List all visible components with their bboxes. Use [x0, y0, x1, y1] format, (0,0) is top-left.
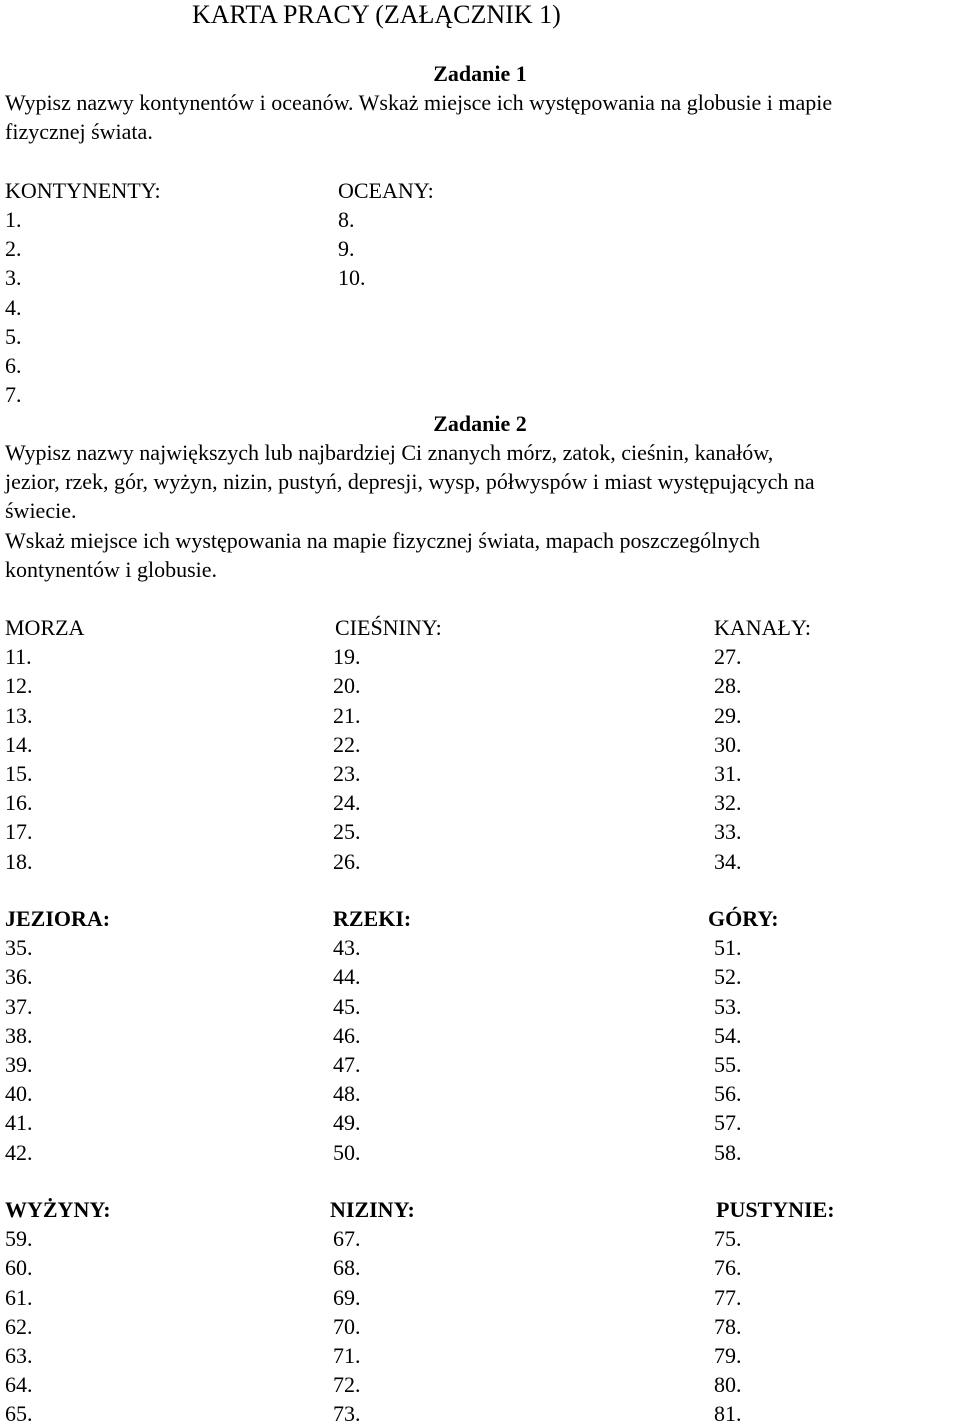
morza-header: MORZA [5, 615, 85, 640]
kanały-item: 27. [714, 644, 742, 670]
task-1-instruction-line: fizycznej świata. [5, 119, 153, 145]
kanały-header: KANAŁY: [714, 615, 811, 640]
pustynie-item: 77. [714, 1284, 742, 1310]
góry-item: 52. [714, 964, 742, 990]
wyżyny-item: 60. [5, 1255, 33, 1281]
pustynie-item: 75. [714, 1226, 742, 1252]
rzeki-item: 44. [333, 964, 361, 990]
kanały-item: 28. [714, 673, 742, 699]
góry-header: GÓRY: [708, 906, 779, 931]
morza-item: 11. [5, 644, 32, 670]
niziny-item: 71. [333, 1343, 361, 1368]
góry-item: 58. [714, 1139, 742, 1165]
rzeki-item: 46. [333, 1022, 361, 1048]
jeziora-item: 39. [5, 1052, 33, 1077]
pustynie-item: 80. [714, 1372, 742, 1398]
page-title: KARTA PRACY (ZAŁĄCZNIK 1) [192, 0, 561, 29]
rzeki-item: 50. [333, 1139, 361, 1165]
continent-item: 7. [5, 382, 22, 408]
góry-item: 55. [714, 1052, 742, 1077]
cieśniny-item: 25. [333, 819, 361, 845]
cieśniny-item: 23. [333, 761, 361, 786]
niziny-item: 73. [333, 1401, 361, 1427]
morza-item: 15. [5, 761, 33, 786]
wyżyny-item: 61. [5, 1284, 33, 1310]
rzeki-item: 45. [333, 993, 361, 1019]
pustynie-item: 78. [714, 1313, 742, 1339]
jeziora-item: 36. [5, 964, 33, 990]
niziny-item: 72. [333, 1372, 361, 1398]
jeziora-item: 40. [5, 1081, 33, 1107]
oceans-header: OCEANY: [338, 178, 434, 203]
rzeki-item: 43. [333, 935, 361, 961]
continent-item: 1. [5, 207, 22, 232]
task-2-heading: Zadanie 2 [433, 411, 527, 436]
morza-item: 18. [5, 848, 33, 874]
wyżyny-item: 64. [5, 1372, 33, 1398]
kanały-item: 32. [714, 790, 742, 816]
pustynie-item: 79. [714, 1343, 742, 1368]
task-2-instruction-line: kontynentów i globusie. [5, 556, 218, 582]
task-2-instruction-line: Wypisz nazwy największych lub najbardziej Ci znanych mórz, zatok, cieśnin, kanałów, [5, 440, 774, 465]
kanały-item: 31. [714, 761, 742, 786]
niziny-item: 68. [333, 1255, 361, 1281]
góry-item: 53. [714, 993, 742, 1019]
kanały-item: 34. [714, 848, 742, 874]
jeziora-header: JEZIORA: [5, 906, 111, 931]
continent-item: 2. [5, 236, 22, 262]
góry-item: 56. [714, 1081, 742, 1107]
kanały-item: 30. [714, 731, 742, 757]
continents-header: KONTYNENTY: [5, 178, 161, 203]
cieśniny-item: 24. [333, 790, 361, 816]
morza-item: 12. [5, 673, 33, 699]
task-2-instruction-line: Wskaż miejsce ich występowania na mapie fizycznej świata, mapach poszczególnych [5, 527, 761, 553]
morza-item: 16. [5, 790, 33, 816]
niziny-item: 67. [333, 1226, 361, 1252]
wyżyny-item: 59. [5, 1226, 33, 1252]
cieśniny-item: 22. [333, 731, 361, 757]
góry-item: 57. [714, 1110, 742, 1136]
jeziora-item: 42. [5, 1139, 33, 1165]
continent-item: 3. [5, 265, 22, 291]
task-1-heading: Zadanie 1 [433, 61, 527, 86]
cieśniny-item: 26. [333, 848, 361, 874]
rzeki-item: 48. [333, 1081, 361, 1107]
góry-item: 54. [714, 1022, 742, 1048]
task-2-instruction-line: świecie. [5, 498, 77, 524]
task-2-instruction-line: jezior, rzek, gór, wyżyn, nizin, pustyń, depresji, wysp, półwyspów i miast występujących na [5, 469, 815, 495]
rzeki-header: RZEKI: [333, 906, 412, 931]
kanały-item: 29. [714, 702, 742, 728]
continent-item: 4. [5, 294, 22, 320]
wyżyny-item: 65. [5, 1401, 33, 1427]
jeziora-item: 37. [5, 993, 33, 1019]
task-1-instruction-line: Wypisz nazwy kontynentów i oceanów. Wskaż miejsce ich występowania na globusie i mapie [5, 90, 833, 115]
cieśniny-item: 21. [333, 702, 361, 728]
morza-item: 13. [5, 702, 33, 728]
rzeki-item: 47. [333, 1052, 361, 1077]
pustynie-item: 76. [714, 1255, 742, 1281]
góry-item: 51. [714, 935, 742, 961]
ocean-item: 9. [338, 236, 355, 262]
continent-item: 5. [5, 323, 22, 349]
wyżyny-item: 63. [5, 1343, 33, 1368]
pustynie-header: PUSTYNIE: [716, 1197, 835, 1222]
rzeki-item: 49. [333, 1110, 361, 1136]
niziny-header: NIZINY: [330, 1197, 415, 1222]
ocean-item: 10. [338, 265, 366, 291]
pustynie-item: 81. [714, 1401, 742, 1427]
niziny-item: 70. [333, 1313, 361, 1339]
continent-item: 6. [5, 353, 22, 378]
niziny-item: 69. [333, 1284, 361, 1310]
jeziora-item: 35. [5, 935, 33, 961]
morza-item: 17. [5, 819, 33, 845]
wyżyny-item: 62. [5, 1313, 33, 1339]
wyżyny-header: WYŻYNY: [5, 1197, 111, 1222]
ocean-item: 8. [338, 207, 355, 232]
morza-item: 14. [5, 731, 33, 757]
kanały-item: 33. [714, 819, 742, 845]
cieśniny-item: 19. [333, 644, 361, 670]
jeziora-item: 38. [5, 1022, 33, 1048]
jeziora-item: 41. [5, 1110, 33, 1136]
cieśniny-item: 20. [333, 673, 361, 699]
cieśniny-header: CIEŚNINY: [335, 615, 442, 640]
